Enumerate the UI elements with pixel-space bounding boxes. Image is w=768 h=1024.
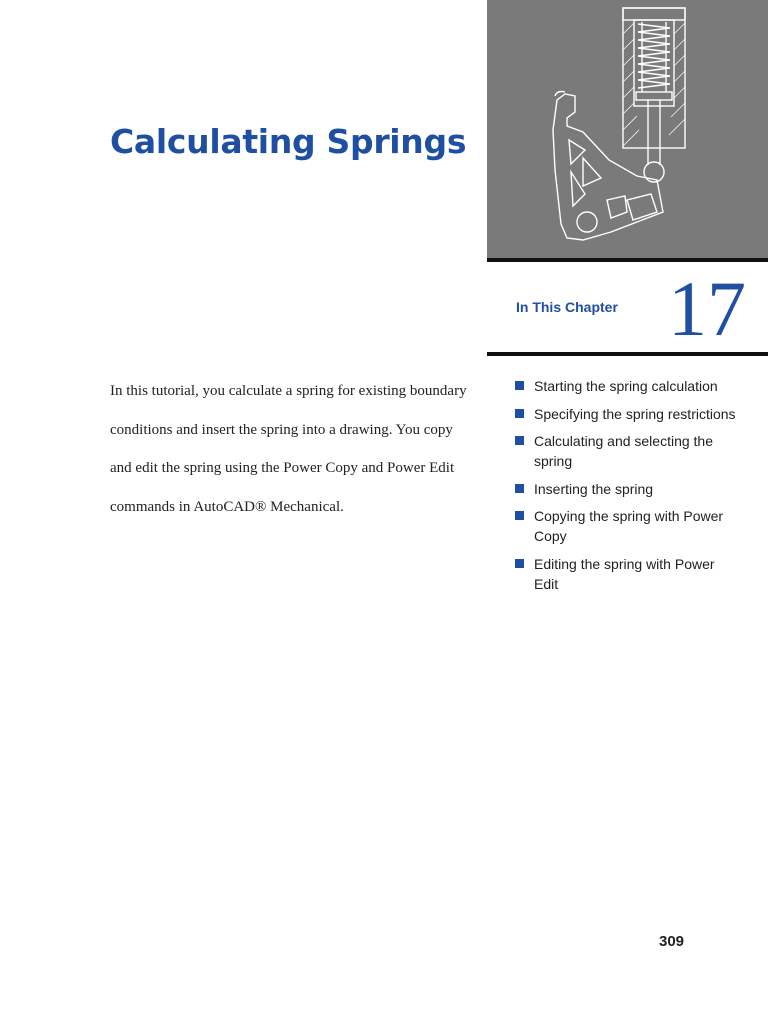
square-bullet-icon: [515, 409, 524, 418]
chapter-topics-list: [515, 376, 740, 601]
intro-paragraph: In this tutorial, you calculate a spring for existing boundary conditions and insert the spring into a drawing. You copy and edit the spring using the Power Copy and Power Edit commands in AutoCAD® Mechanical.: [110, 383, 467, 515]
spring-drawing: [487, 0, 768, 258]
topic-text: Specifying the spring restrictions: [534, 405, 736, 422]
spring-mechanism-illustration: [487, 0, 768, 258]
topic-item: [515, 554, 740, 594]
page-number: 309: [659, 933, 685, 950]
chapter-number: 17: [668, 265, 746, 352]
topic-text: Calculating and selecting the spring: [534, 433, 714, 469]
square-bullet-icon: [515, 484, 524, 493]
square-bullet-icon: [515, 436, 524, 445]
header-rule-bottom: [487, 352, 768, 356]
header-rule-top: [487, 258, 768, 262]
topic-item: [515, 479, 740, 499]
square-bullet-icon: [515, 559, 524, 568]
topic-text: Editing the spring with Power Edit: [534, 555, 715, 592]
topic-text: Inserting the spring: [534, 480, 654, 497]
chapter-title: Calculating Springs: [110, 122, 467, 161]
topic-item: [515, 404, 740, 424]
square-bullet-icon: [515, 381, 524, 390]
in-this-chapter-label: In This Chapter: [516, 299, 618, 315]
topic-item: [515, 376, 740, 396]
topic-item: [515, 506, 740, 546]
square-bullet-icon: [515, 511, 524, 520]
topic-text: Copying the spring with Power Copy: [534, 508, 724, 544]
topic-item: [515, 431, 740, 471]
topic-text: Starting the spring calculation: [534, 378, 718, 394]
